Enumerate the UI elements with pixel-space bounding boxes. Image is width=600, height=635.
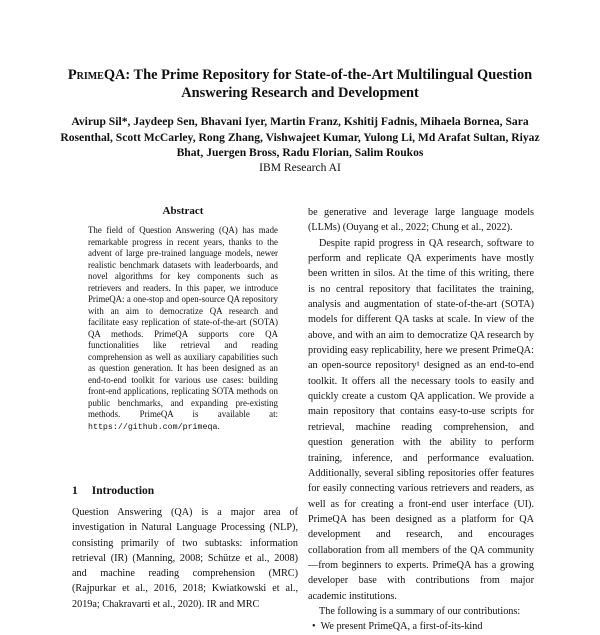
abstract-body: The field of Question Answering (QA) has made remarkable progress in recent years, thanks to the advent of large pre-trained language models, newer realistic benchmark datasets with leaderboards, and novel algorithms for key components such as retrievers and readers. In this paper, we introduce PrimeQA: a one-stop and open-source QA repository with an aim to democratize QA research and facilitate easy replication of state-of-the-art (SOTA) QA methods. PrimeQA supports core QA functionalities like retrieval and reading comprehension as well as auxiliary capabilities such as question generation. It has been designed as an end-to-end toolkit for various use cases: building front-end applications, replicating SOTA methods on public benchmarks, and expanding pre-existing methods. PrimeQA is available at: xyxy=(88,225,278,419)
bullet-mark: • xyxy=(312,621,316,633)
paper-title-rest: : The Prime Repository for State-of-the-Art Multilingual Question Answering Research and Development xyxy=(125,67,533,101)
right-column xyxy=(308,205,534,635)
repository-link[interactable]: https://github.com/primeqa xyxy=(88,422,218,432)
author-list: Avirup Sil*, Jaydeep Sen, Bhavani Iyer, Martin Franz, Kshitij Fadnis, Mihaela Bornea, Sara Rosenthal, Scott McCarley, Rong Zhang, Vishwajeet Kumar, Yulong Li, Md Arafat Sultan, Riyaz Bhat, Juergen Bross, Radu Florian, Salim Roukos xyxy=(60,115,540,159)
right-paragraph-1: be generative and leverage large language models (LLMs) (Ouyang et al., 2022; Chung et al., 2022). xyxy=(308,207,534,234)
paper-title xyxy=(60,66,540,102)
paper-title-name: PrimeQA xyxy=(67,67,126,83)
abstract-text xyxy=(88,225,278,433)
bullet-text: We present PrimeQA, a first-of-its-kind xyxy=(320,621,483,633)
introduction-paragraph: Question Answering (QA) is a major area of investigation in Natural Language Processing (NLP), consisting primarily of two subtasks: information retrieval (IR) (Manning, 2008; Schütze et al., 2008) and machine reading comprehension (MRC) (Rajpurkar et al., 2016, 2018; Kwiatkowski et al., 2019a; Chakravarti et al., 2020). IR and MRC xyxy=(72,507,298,610)
section-heading-introduction xyxy=(72,485,154,497)
contribution-bullet xyxy=(308,619,534,634)
section-number: 1 xyxy=(72,485,78,497)
abstract-end: . xyxy=(217,420,220,431)
abstract-heading: Abstract xyxy=(162,205,204,217)
affiliation: IBM Research AI xyxy=(259,161,341,174)
section-title: Introduction xyxy=(91,485,155,497)
right-paragraph-3: The following is a summary of our contributions: xyxy=(319,605,521,617)
right-paragraph-2: Despite rapid progress in QA research, software to perform and replicate QA experiments have mostly been written in silos. At the time of this writing, there is no central repository that facilitates the training, analysis and augmentation of state-of-the-art (SOTA) models for different QA tasks at scale. In view of the above, and with an aim to democratize QA research by providing easy replicability, here we present PrimeQA: an open-source repository¹ designed as an end-to-end toolkit. It offers all the necessary tools to easily and quickly create a custom QA application. We provide a main repository that contains easy-to-use scripts for retrieval, machine reading comprehension, and question generation with the ability to perform training, inference, and performance evaluation. Additionally, several sibling repositories offer features for easily connecting various retrievers and readers, as well as for creating a front-end user interface (UI). PrimeQA has been designed as a platform for QA development and research, and encourages collaboration from all members of the QA community—from beginners to experts. PrimeQA has a growing developer base with contributions from major academic institutions. xyxy=(308,237,534,602)
